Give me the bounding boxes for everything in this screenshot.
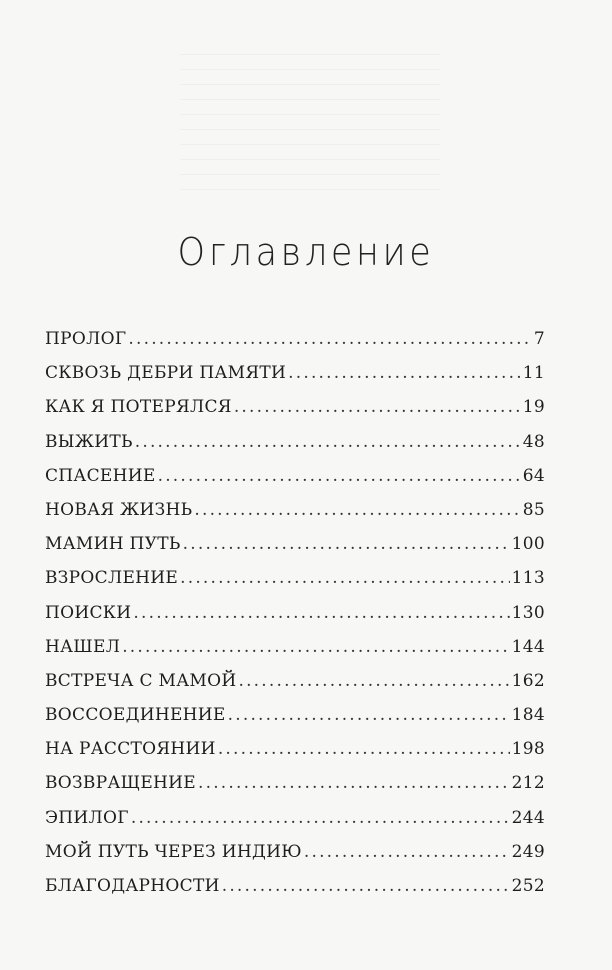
toc-leader-dots <box>304 842 510 862</box>
toc-entry-label: ПРОЛОГ <box>45 329 127 349</box>
toc-entry <box>45 397 545 431</box>
toc-leader-dots <box>180 568 510 588</box>
toc-entry-page: 252 <box>511 876 545 896</box>
toc-leader-dots <box>158 466 521 486</box>
toc-entry-label: МОЙ ПУТЬ ЧЕРЕЗ ИНДИЮ <box>45 841 302 862</box>
toc-entry-label: СПАСЕНИЕ <box>45 465 156 486</box>
toc-leader-dots <box>218 739 510 759</box>
toc-entry <box>45 603 545 637</box>
toc-entry <box>45 329 545 363</box>
toc-leader-dots <box>228 705 510 725</box>
toc-leader-dots <box>194 500 520 520</box>
toc-leader-dots <box>128 329 531 349</box>
toc-leader-dots <box>222 876 510 896</box>
toc-entry <box>45 466 545 500</box>
toc-entry <box>45 876 545 910</box>
toc-entry-label: ВОЗВРАЩЕНИЕ <box>45 773 196 794</box>
toc-entry-page: 7 <box>533 329 545 349</box>
toc-entry-label: ВОССОЕДИНЕНИЕ <box>45 705 226 726</box>
toc-entry <box>45 773 545 807</box>
toc-leader-dots <box>198 773 510 793</box>
table-of-contents <box>45 329 545 910</box>
toc-entry-label: ЭПИЛОГ <box>45 807 129 828</box>
toc-entry-label: НА РАССТОЯНИИ <box>45 739 216 760</box>
toc-leader-dots <box>135 432 521 452</box>
toc-entry-page: 11 <box>522 363 545 384</box>
toc-leader-dots <box>234 397 521 417</box>
toc-leader-dots <box>131 808 510 828</box>
toc-entry <box>45 671 545 705</box>
toc-entry <box>45 500 545 534</box>
toc-entry-page: 144 <box>511 636 545 657</box>
toc-entry-page: 130 <box>511 602 545 623</box>
toc-entry <box>45 432 545 466</box>
toc-entry <box>45 705 545 739</box>
toc-entry-page: 48 <box>522 431 545 452</box>
toc-entry-label: МАМИН ПУТЬ <box>45 534 181 555</box>
toc-entry-label: ВЗРОСЛЕНИЕ <box>45 568 179 589</box>
toc-entry-page: 85 <box>522 499 545 520</box>
toc-entry-label: ВСТРЕЧА С МАМОЙ <box>45 670 237 691</box>
page-title: Оглавление <box>177 230 435 274</box>
toc-leader-dots <box>238 671 509 691</box>
toc-leader-dots <box>288 363 521 383</box>
toc-entry-label: НАШЕЛ <box>45 636 121 657</box>
toc-entry-label: ПОИСКИ <box>45 602 132 623</box>
toc-entry-page: 244 <box>511 807 545 828</box>
toc-entry-label: БЛАГОДАРНОСТИ <box>45 876 220 896</box>
toc-entry-page: 64 <box>522 465 545 486</box>
toc-entry-page: 198 <box>511 739 545 760</box>
toc-leader-dots <box>122 637 509 657</box>
toc-entry-label: КАК Я ПОТЕРЯЛСЯ <box>45 397 232 418</box>
toc-entry <box>45 534 545 568</box>
toc-entry-label: НОВАЯ ЖИЗНЬ <box>45 499 193 520</box>
toc-entry-page: 212 <box>511 773 545 794</box>
toc-entry-page: 184 <box>511 705 545 726</box>
toc-entry <box>45 637 545 671</box>
toc-entry-label: СКВОЗЬ ДЕБРИ ПАМЯТИ <box>45 363 287 384</box>
toc-entry <box>45 808 545 842</box>
toc-entry <box>45 363 545 397</box>
toc-entry <box>45 739 545 773</box>
toc-entry-page: 19 <box>522 397 545 418</box>
toc-entry-page: 249 <box>511 841 545 862</box>
toc-entry <box>45 842 545 876</box>
show-through-text <box>180 40 440 200</box>
toc-entry-page: 100 <box>511 534 545 555</box>
toc-leader-dots <box>183 534 510 554</box>
toc-entry-page: 113 <box>511 568 545 589</box>
toc-entry-page: 162 <box>511 670 545 691</box>
toc-entry-label: ВЫЖИТЬ <box>45 431 133 452</box>
toc-entry <box>45 568 545 602</box>
toc-leader-dots <box>133 603 509 623</box>
